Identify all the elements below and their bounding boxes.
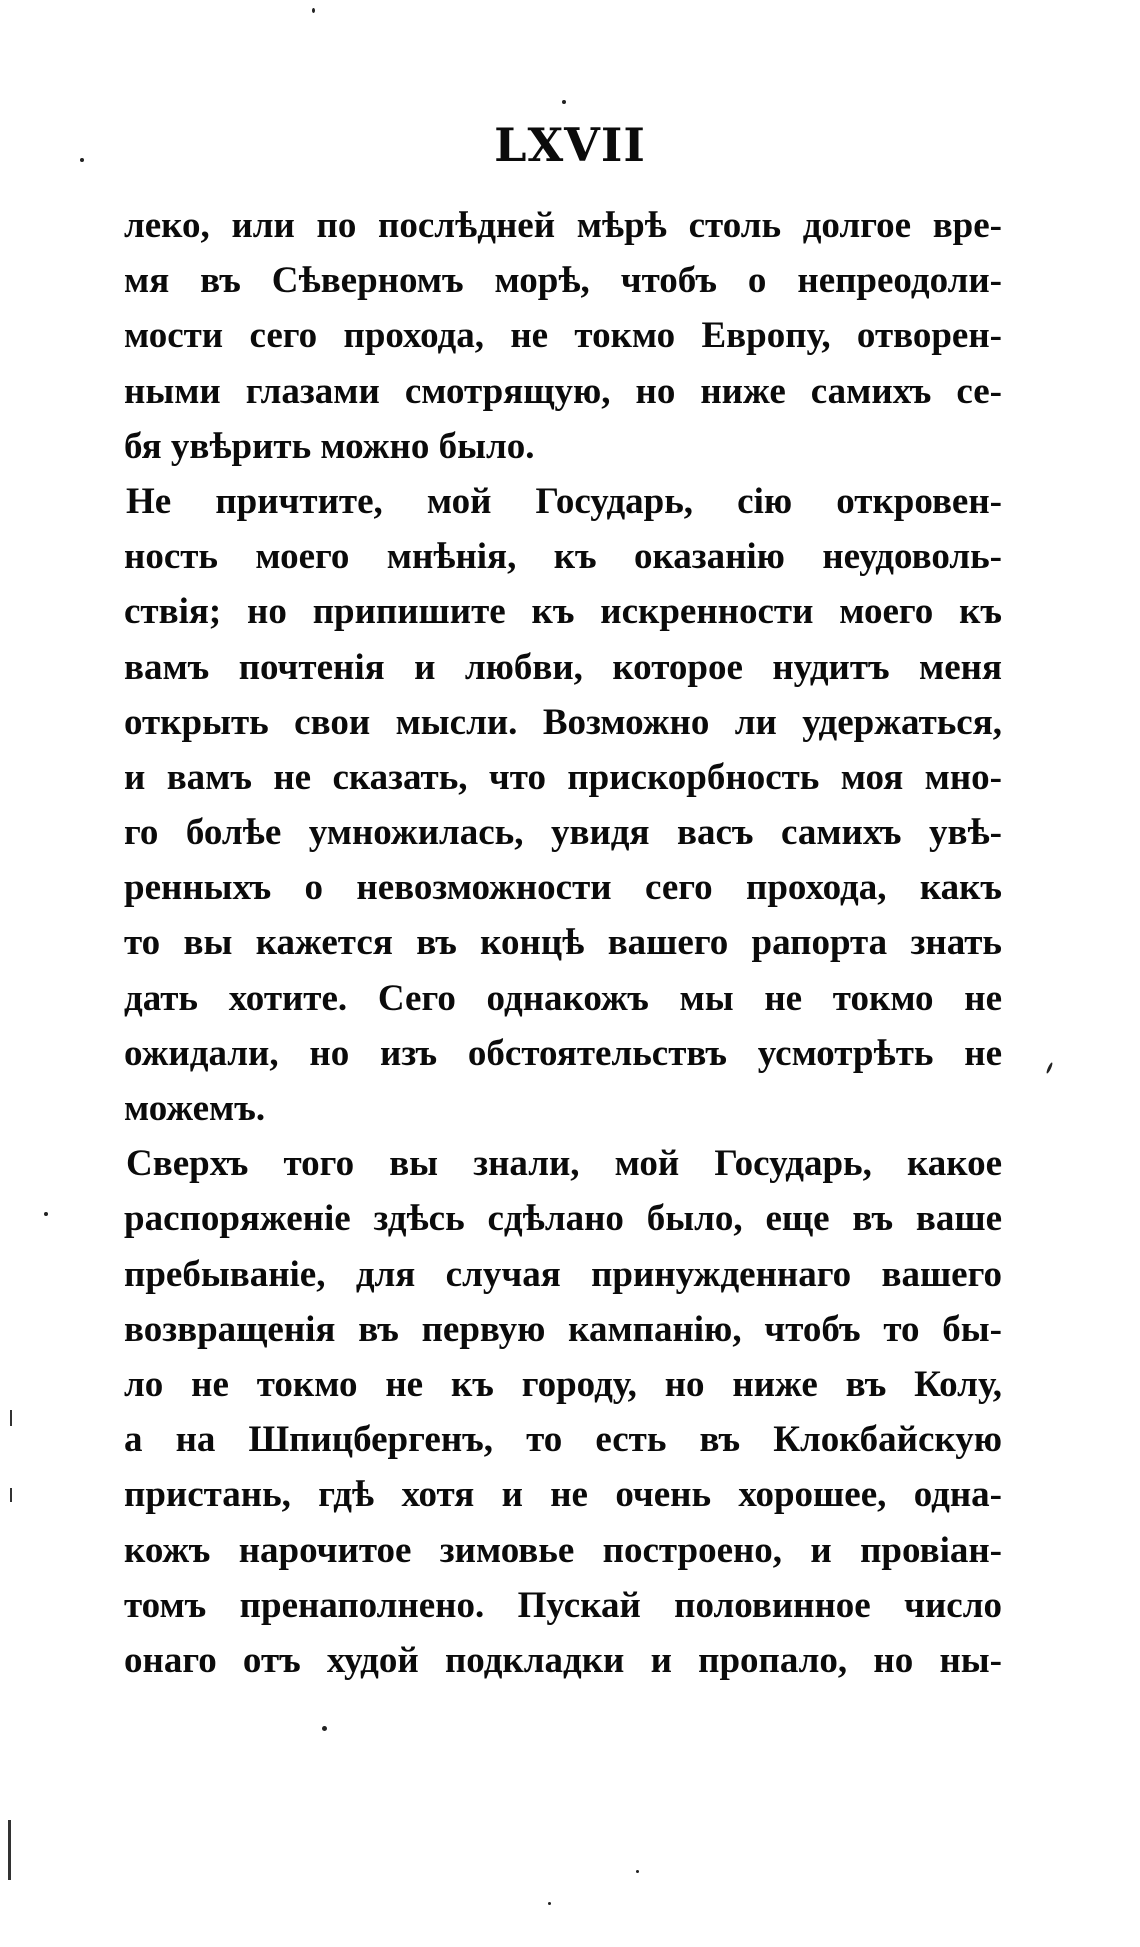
paragraph-start-line: Не причтите, мой Государь, сію откровен-: [126, 480, 1002, 522]
text-line: ожидали, но изъ обстоятельствъ усмотрѣть не: [124, 1032, 1002, 1074]
scan-speck: [548, 1902, 551, 1905]
text-line: ствія; но припишите къ искренности моего къ: [124, 591, 1002, 633]
body-text: [124, 198, 1002, 1688]
text-line: пристань, гдѣ хотя и не очень хорошее, одна-: [124, 1474, 1002, 1516]
text-line: вамъ почтенія и любви, которое нудитъ меня: [124, 646, 1002, 688]
text-line: томъ пренаполнено. Пускай половинное число: [124, 1584, 1002, 1626]
text-line: ными глазами смотрящую, но ниже самихъ се-: [124, 370, 1002, 412]
text-line: то вы кажется въ концѣ вашего рапорта знать: [124, 922, 1002, 964]
scan-speck: [636, 1870, 639, 1873]
text-line: пребываніе, для случая принужденнаго вашего: [124, 1253, 1002, 1295]
text-line: возвращенія въ первую кампанію, чтобъ то бы-: [124, 1308, 1002, 1350]
text-line: и вамъ не сказать, что прискорбность моя мно-: [124, 756, 1002, 798]
scan-speck: [80, 158, 84, 162]
scan-edge-mark: [10, 1410, 12, 1426]
text-line: мости сего прохода, не токмо Европу, отворен-: [124, 315, 1002, 357]
scan-speck: [1046, 1062, 1054, 1074]
text-line: онаго отъ худой подкладки и пропало, но ны-: [124, 1639, 1002, 1681]
text-line: леко, или по послѣдней мѣрѣ столь долгое вре-: [124, 205, 1002, 246]
paragraph-start-line: Сверхъ того вы знали, мой Государь, какое: [126, 1143, 1002, 1185]
page-number: LXVII: [494, 118, 646, 172]
scan-speck: [44, 1212, 48, 1216]
text-line: а на Шпицбергенъ, то есть въ Клокбайскую: [124, 1419, 1002, 1461]
text-line: го болѣе умножилась, увидя васъ самихъ увѣ-: [124, 812, 1002, 854]
text-line: ренныхъ о невозможности сего прохода, какъ: [124, 867, 1002, 909]
scan-edge-mark: [8, 1820, 11, 1880]
text-line: распоряженіе здѣсь сдѣлано было, еще въ ваше: [124, 1198, 1002, 1240]
text-line: ло не токмо не къ городу, но ниже въ Колу,: [124, 1363, 1002, 1405]
text-line: мя въ Сѣверномъ морѣ, чтобъ о непреодоли-: [124, 260, 1002, 302]
text-line: можемъ.: [124, 1088, 266, 1129]
text-line: кожъ нарочитое зимовье построено, и провіан-: [124, 1529, 1002, 1571]
text-line: ность моего мнѣнія, къ оказанію неудоволь-: [124, 536, 1002, 578]
scan-edge-mark: [10, 1488, 12, 1502]
scan-speck: [312, 8, 315, 13]
scan-speck: [562, 100, 566, 104]
text-line: бя увѣрить можно было.: [124, 425, 535, 467]
text-line: открыть свои мысли. Возможно ли удержаться,: [124, 701, 1002, 743]
text-line: дать хотите. Сего однакожъ мы не токмо не: [124, 977, 1002, 1019]
scan-speck: [322, 1726, 327, 1731]
